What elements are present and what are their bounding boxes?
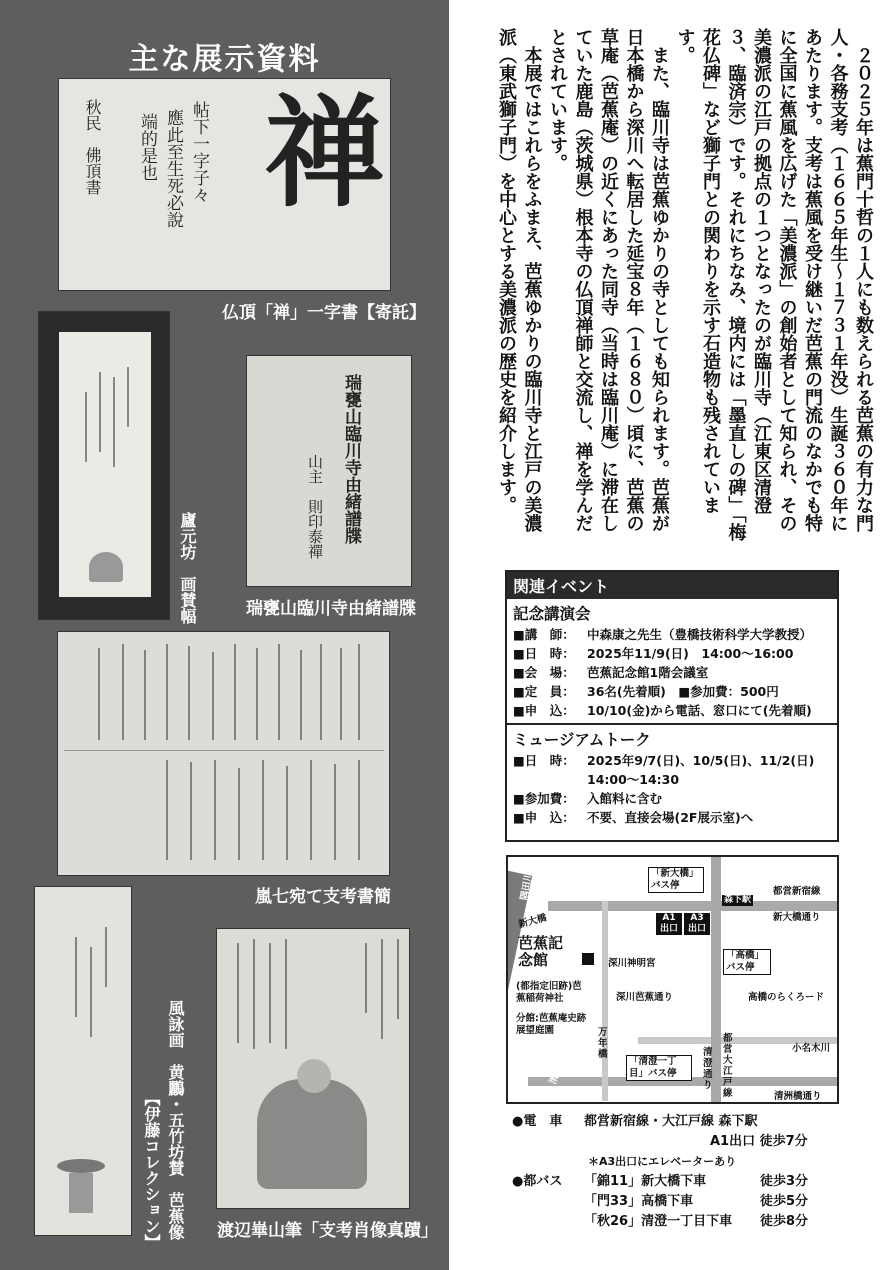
road-side [602, 901, 608, 1101]
label-oedo: 都営大江戸線 [723, 1033, 733, 1099]
label-shin-ohashi: 新大橋 [517, 912, 548, 931]
row-value: 14:00〜14:30 [587, 772, 680, 787]
train-exit: A1出口 徒歩7分 [710, 1134, 808, 1149]
label-mannen: 万年橋 [598, 1027, 608, 1060]
caption-watanabe: 渡辺崋山筆「支考肖像真蹟」 [217, 1221, 438, 1241]
bus-row [512, 1192, 842, 1212]
zuiryu-author-text: 山主 則印泰禪 [306, 454, 324, 559]
row-label: ■参加費： [513, 791, 575, 806]
label-basho-dori: 深川芭蕉通り [616, 992, 674, 1003]
article-paragraph: また、臨川寺は芭蕉ゆかりの寺としても知られます。芭蕉が日本橋から深川へ転居した延宝８年（１６８０）頃に、芭蕉の草庵（芭蕉庵）の近くにあった同寺（当時は臨川庵）に滞在していた鹿島（茨城県）根本寺の仏頂禅師と交流し、禅を学んだとされています。 [547, 28, 670, 532]
row-value: 芭蕉記念館1階会議室 [587, 665, 709, 680]
row-value: 不要、直接会場(2F展示室)へ [587, 810, 754, 825]
lecture-row [507, 682, 837, 701]
row-value: 2025年11/9(日) 14:00〜16:00 [587, 646, 794, 661]
bus-label: ●都バス [512, 1174, 563, 1189]
row-label: ■申 込： [513, 810, 575, 825]
row-value: 36名(先着順) ■参加費：500円 [587, 684, 779, 699]
caption-zen: 仏頂「禅」一字書【寄託】 [222, 303, 426, 323]
row-value: 10/10(金)から電話、窓口にて(先着順) [587, 703, 812, 718]
lecture-title: 記念講演会 [513, 605, 591, 623]
train-row [512, 1112, 842, 1132]
label-takahashi-road: 高橋のらくろード [748, 992, 825, 1003]
caption-letter: 嵐七宛て支考書簡 [255, 887, 391, 907]
caption-rogen: 廬元坊 画賛幅 [178, 512, 197, 624]
article-body [494, 28, 877, 548]
train-note-row [512, 1152, 842, 1172]
bus-stop-takahashi: 「高橋」バス停 [723, 949, 771, 975]
exit-a3: A3出口 [684, 913, 710, 935]
letter-photo [57, 631, 390, 876]
station-morishita: 森下駅 [724, 895, 752, 905]
zuiryu-title-text: 瑞甕山臨川寺由緒譜牒 [341, 374, 361, 544]
lecture-row [507, 644, 837, 663]
train-line: 都営新宿線・大江戸線 森下駅 [584, 1114, 758, 1129]
talk-title: ミュージアムトーク [513, 731, 651, 749]
label-shinmeigu: 深川神明宮 [608, 958, 656, 969]
row-label: ■日 時： [513, 753, 575, 768]
events-header: 関連イベント [507, 572, 837, 599]
row-label: ■日 時： [513, 646, 575, 661]
basho-portrait-photo [34, 886, 132, 1236]
exit-a1: A1出口 [656, 913, 682, 935]
bus-walk: 徒歩3分 [760, 1174, 809, 1189]
related-events-box [505, 570, 839, 842]
row-label: ■講 師： [513, 627, 575, 642]
lecture-row [507, 625, 837, 644]
article-paragraph: ２０２５年は蕉門十哲の１人にも数えられる芭蕉の有力な門人・各務支考（１６６５年生〜１７３１年没）生誕３６０年にあたります。支考は蕉風を受け継いだ芭蕉の門流のなかでも特に全国に蕉風を広げた「美濃派」の創始者として知られ、その美濃派の江戸の拠点の１つとなったのが臨川寺（江東区清澄３、臨済宗）です。それにちなみ、境内には「墨直しの碑」「梅花仏碑」など獅子門との関わりを示す石造物も残されています。 [674, 28, 874, 541]
article-paragraph: 本展ではこれらをふまえ、芭蕉ゆかりの臨川寺と江戸の美濃派（東武獅子門）を中心とする美濃派の歴史を紹介します。 [496, 28, 543, 532]
label-museum: 芭蕉記念館 [518, 934, 564, 969]
label-sumidagawa: 隅田川 [518, 871, 535, 902]
lecture-row [507, 701, 837, 720]
row-value: 2025年9/7(日)、10/5(日)、11/2(日) [587, 753, 815, 768]
bus-route: 「秋26」清澄一丁目下車 [584, 1214, 733, 1229]
access-map [506, 855, 839, 1104]
label-kiyosumi: 清澄通り [703, 1047, 713, 1091]
train-label: ●電 車 [512, 1114, 563, 1129]
bus-route: 「門33」高橋下車 [584, 1194, 694, 1209]
row-label: ■定 員： [513, 684, 575, 699]
label-kiyosu-dori: 清洲橋通り [774, 1091, 822, 1102]
label-onagi: 小名木川 [792, 1043, 831, 1054]
zen-column-2: 應此至生死必說 [163, 109, 183, 228]
caption-zuiryu: 瑞甕山臨川寺由緒譜牒 [246, 599, 416, 619]
zen-column-3: 端的是也 [137, 113, 157, 181]
train-note: ＊A3出口にエレベーターあり [588, 1155, 737, 1168]
access-info [512, 1112, 842, 1232]
lecture-row [507, 663, 837, 682]
bus-route: 「錦11」新大橋下車 [584, 1174, 707, 1189]
talk-row [507, 789, 837, 808]
museum-marker [582, 953, 594, 965]
caption-fuwa-collection: 【伊藤コレクション】 [142, 1090, 161, 1250]
bus-row [512, 1212, 842, 1232]
label-annex: 分館:芭蕉庵史跡展望庭園 [516, 1013, 587, 1036]
bus-stop-shin-ohashi: 「新大橋」バス停 [648, 867, 704, 893]
label-kiyosu-bridge: 清洲橋 [547, 1055, 568, 1086]
talk-row [507, 770, 837, 789]
talk-row [507, 808, 837, 827]
panel-title: 主な展示資料 [128, 42, 321, 77]
train-exit-row [512, 1132, 842, 1152]
label-shin-ohashi-dori: 新大橋通り [773, 912, 821, 923]
row-value: 入館料に含む [587, 791, 663, 806]
row-label: ■会 場： [513, 665, 575, 680]
bus-stop-kiyosumi: 「清澄一丁目」バス停 [626, 1055, 692, 1081]
talk-row [507, 751, 837, 770]
label-inari: (都指定旧跡)芭蕉稲荷神社 [516, 981, 582, 1004]
bus-walk: 徒歩8分 [760, 1214, 809, 1229]
label-toei-shinjuku: 都営新宿線 [773, 886, 821, 897]
caption-fuwa: 風詠画 黄鸝・五竹坊賛 芭蕉像 [166, 1000, 185, 1240]
zen-column-4: 秋民 佛頂書 [83, 99, 102, 195]
rogen-scroll-photo [38, 311, 170, 620]
zen-column-1: 帖下一字子々 [189, 101, 209, 203]
row-label: ■申 込： [513, 703, 575, 718]
bus-row [512, 1172, 842, 1192]
zen-character: 禅 [245, 89, 386, 209]
zuiryu-document-photo [246, 355, 412, 587]
zen-calligraphy-photo [58, 78, 391, 291]
bus-walk: 徒歩5分 [760, 1194, 809, 1209]
row-value: 中森康之先生（豊橋技術科学大学教授） [587, 627, 813, 642]
shiko-portrait-photo [216, 928, 410, 1209]
